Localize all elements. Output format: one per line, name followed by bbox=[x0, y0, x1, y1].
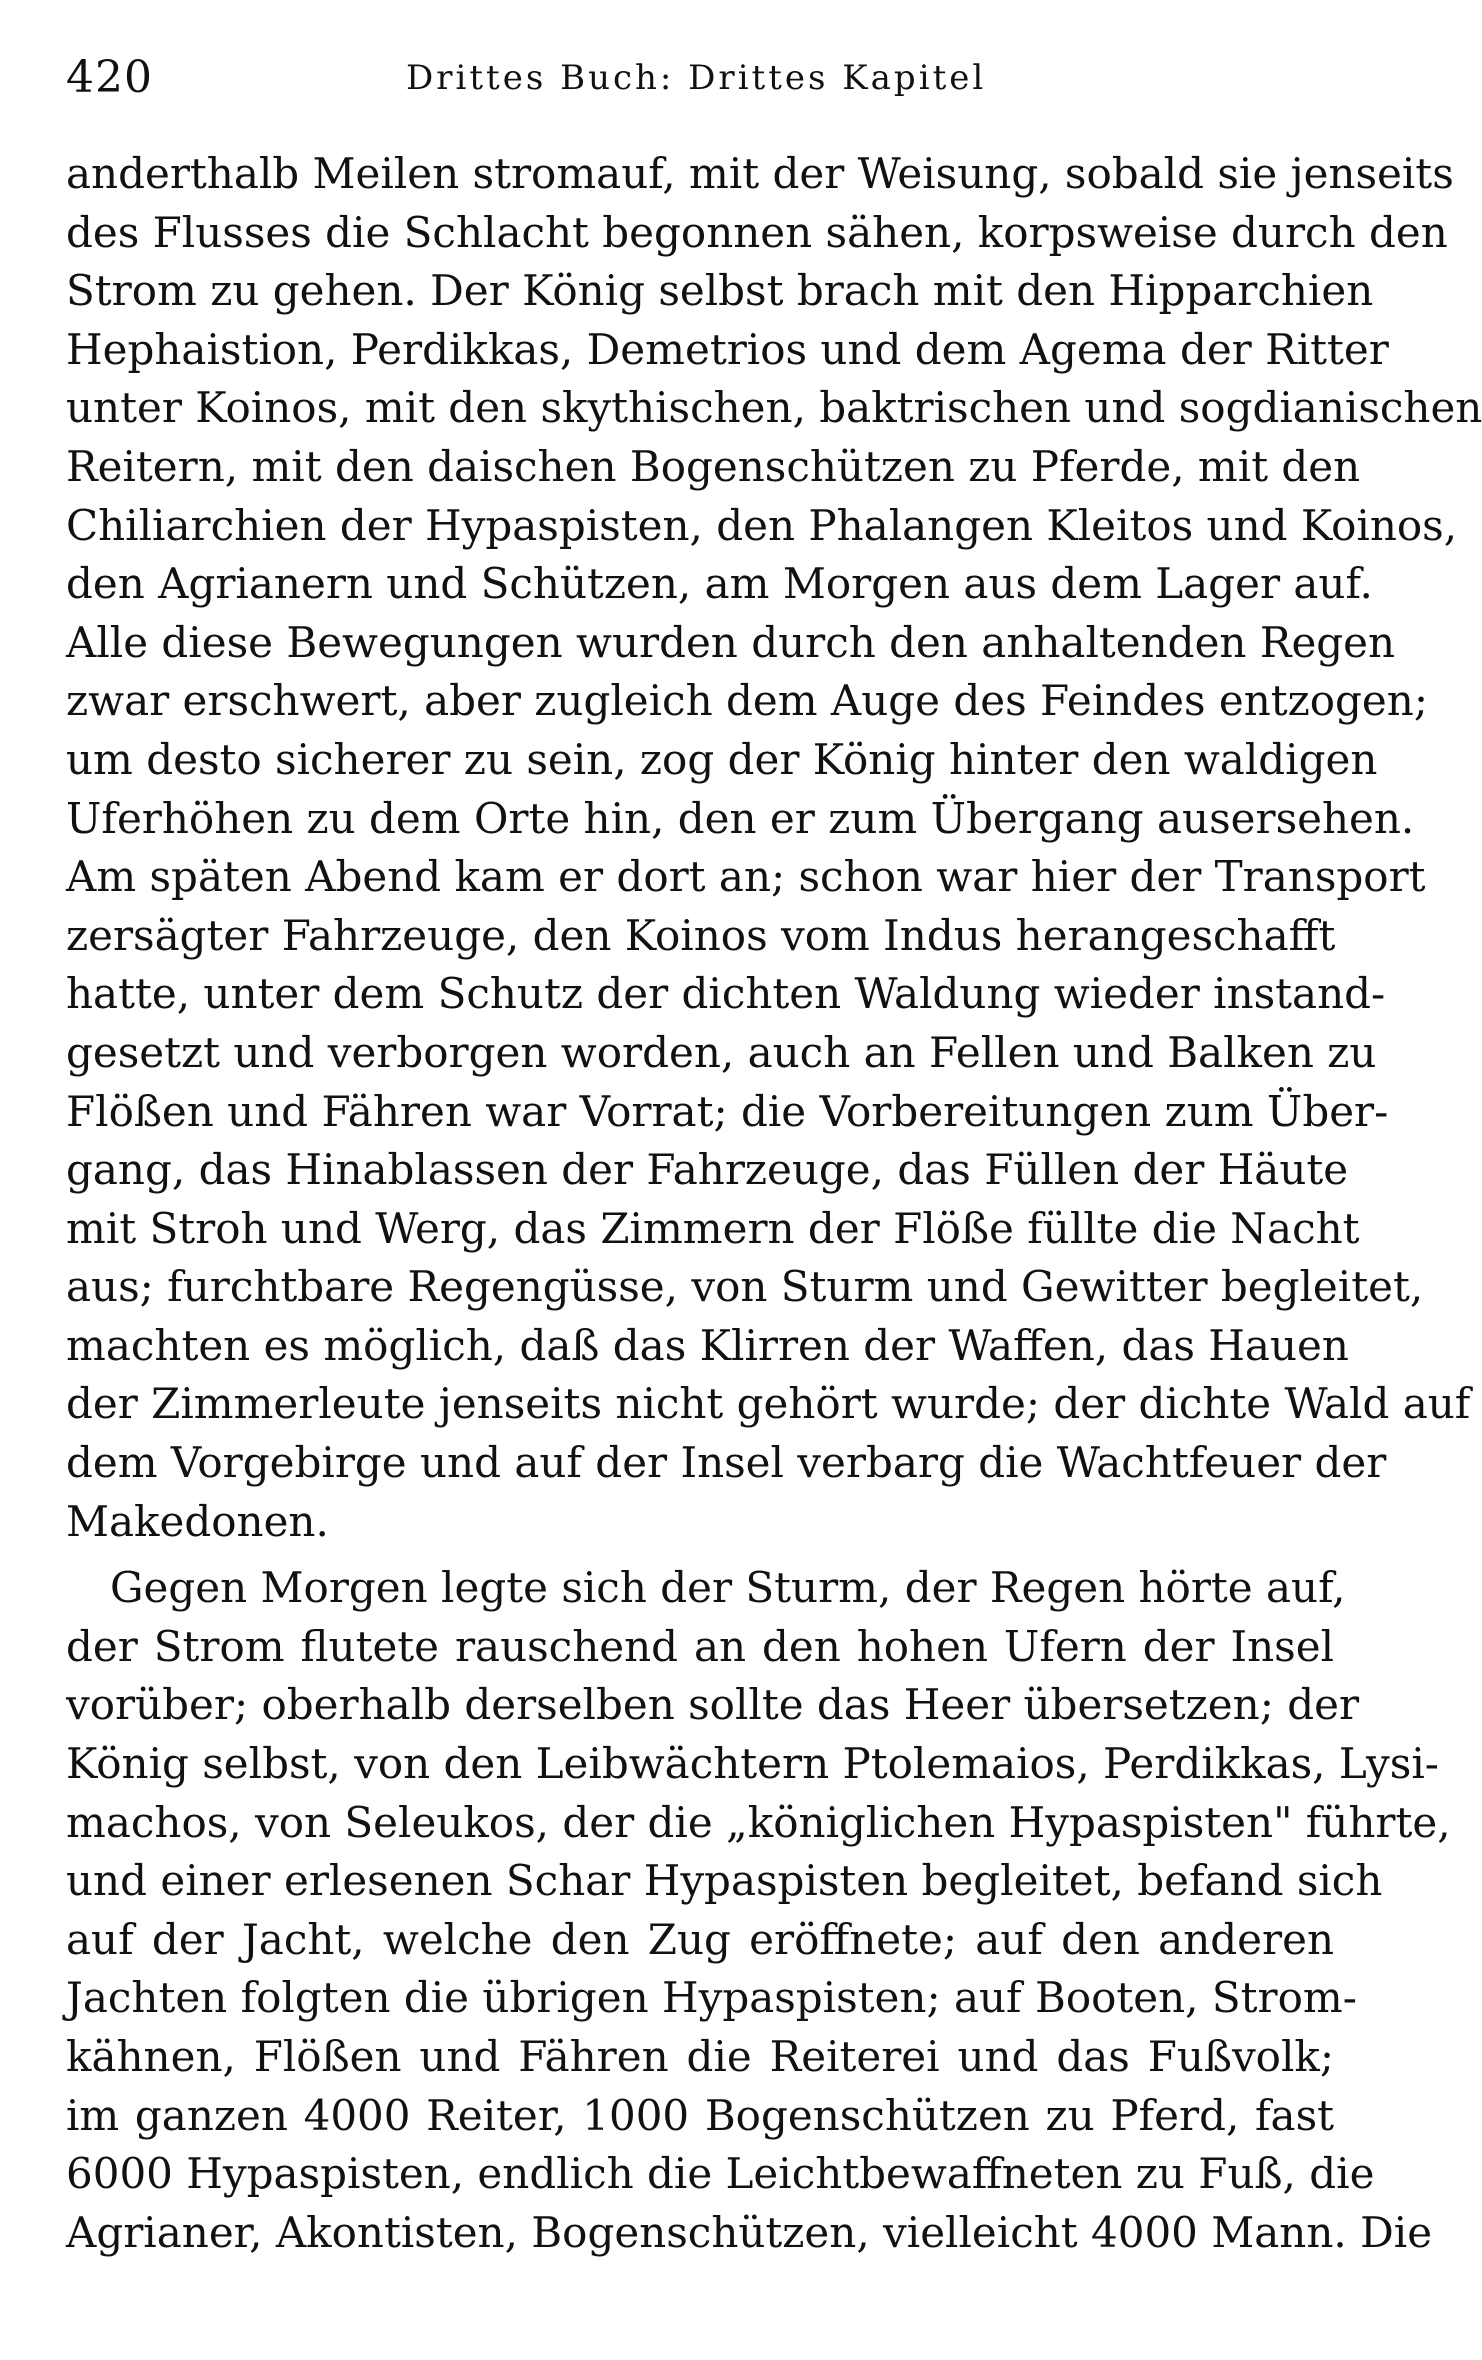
text-line: um desto sicherer zu sein, zog der König hinter den waldigen bbox=[66, 734, 1378, 784]
text-line: König selbst, von den Leibwächtern Ptolemaios, Perdikkas, Lysi- bbox=[66, 1739, 1439, 1789]
text-line: anderthalb Meilen stromauf, mit der Weisung, sobald sie jenseits bbox=[66, 149, 1454, 198]
text-line: Strom zu gehen. Der König selbst brach mit den Hipparchien bbox=[66, 266, 1374, 316]
text-line: und einer erlesenen Schar Hypaspisten begleitet, befand sich bbox=[66, 1856, 1383, 1906]
text-line: Gegen Morgen legte sich der Sturm, der Regen hörte auf, bbox=[110, 1563, 1346, 1613]
text-line: zwar erschwert, aber zugleich dem Auge des Feindes entzogen; bbox=[66, 676, 1428, 726]
text-line: dem Vorgebirge und auf der Insel verbarg die Wachtfeuer der bbox=[66, 1438, 1387, 1488]
text-line: Makedonen. bbox=[66, 1496, 329, 1546]
running-head: Drittes Buch: Drittes Kapitel bbox=[406, 58, 987, 98]
text-line: im ganzen 4000 Reiter, 1000 Bogenschützen zu Pferd, fast bbox=[66, 2090, 1334, 2140]
text-line: machten es möglich, daß das Klirren der Waffen, das Hauen bbox=[66, 1320, 1349, 1370]
text-line: der Strom flutete rauschend an den hohen Ufern der Insel bbox=[66, 1621, 1334, 1671]
text-line: vorüber; oberhalb derselben sollte das Heer übersetzen; der bbox=[66, 1680, 1360, 1730]
paragraph-gap bbox=[66, 1551, 1334, 1559]
text-line: des Flusses die Schlacht begonnen sähen, korpsweise durch den bbox=[66, 207, 1448, 257]
text-line: gesetzt und verborgen worden, auch an Fellen und Balken zu bbox=[66, 1027, 1377, 1077]
text-line: mit Stroh und Werg, das Zimmern der Flöße füllte die Nacht bbox=[66, 1203, 1360, 1253]
text-line: Uferhöhen zu dem Orte hin, den er zum Übergang ausersehen. bbox=[66, 793, 1415, 843]
text-line: auf der Jacht, welche den Zug eröffnete; auf den anderen bbox=[66, 1914, 1334, 1964]
text-line: Chiliarchien der Hypaspisten, den Phalangen Kleitos und Koinos, bbox=[66, 500, 1458, 550]
body-text bbox=[66, 145, 1482, 2262]
text-line: den Agrianern und Schützen, am Morgen aus dem Lager auf. bbox=[66, 559, 1373, 609]
text-line: Flößen und Fähren war Vorrat; die Vorbereitungen zum Über- bbox=[66, 1086, 1389, 1136]
text-line: hatte, unter dem Schutz der dichten Waldung wieder instand- bbox=[66, 969, 1386, 1019]
text-line: der Zimmerleute jenseits nicht gehört wurde; der dichte Wald auf bbox=[66, 1379, 1471, 1429]
text-line: Agrianer, Akontisten, Bogenschützen, vielleicht 4000 Mann. Die bbox=[66, 2207, 1433, 2257]
paragraph-2 bbox=[66, 1559, 1451, 2262]
text-line: Am späten Abend kam er dort an; schon war hier der Transport bbox=[66, 852, 1426, 902]
text-line: Alle diese Bewegungen wurden durch den anhaltenden Regen bbox=[66, 617, 1396, 667]
text-line: machos, von Seleukos, der die „königlichen Hypaspisten" führte, bbox=[66, 1797, 1451, 1847]
text-line: Reitern, mit den daischen Bogenschützen zu Pferde, mit den bbox=[66, 441, 1361, 491]
text-line: aus; furchtbare Regengüsse, von Sturm und Gewitter begleitet, bbox=[66, 1262, 1424, 1312]
text-line: unter Koinos, mit den skythischen, baktrischen und sogdianischen bbox=[66, 383, 1482, 433]
page-number: 420 bbox=[66, 52, 153, 103]
text-line: kähnen, Flößen und Fähren die Reiterei und das Fußvolk; bbox=[66, 2032, 1334, 2081]
paragraph-1 bbox=[66, 145, 1482, 1551]
text-line: Hephaistion, Perdikkas, Demetrios und dem Agema der Ritter bbox=[66, 324, 1389, 374]
text-line: zersägter Fahrzeuge, den Koinos vom Indus herangeschafft bbox=[66, 910, 1336, 960]
text-line: Jachten folgten die übrigen Hypaspisten; auf Booten, Strom- bbox=[66, 1973, 1357, 2023]
text-line: gang, das Hinablassen der Fahrzeuge, das Füllen der Häute bbox=[66, 1145, 1349, 1195]
text-line: 6000 Hypaspisten, endlich die Leichtbewaffneten zu Fuß, die bbox=[66, 2149, 1375, 2199]
page-header bbox=[66, 52, 1336, 112]
